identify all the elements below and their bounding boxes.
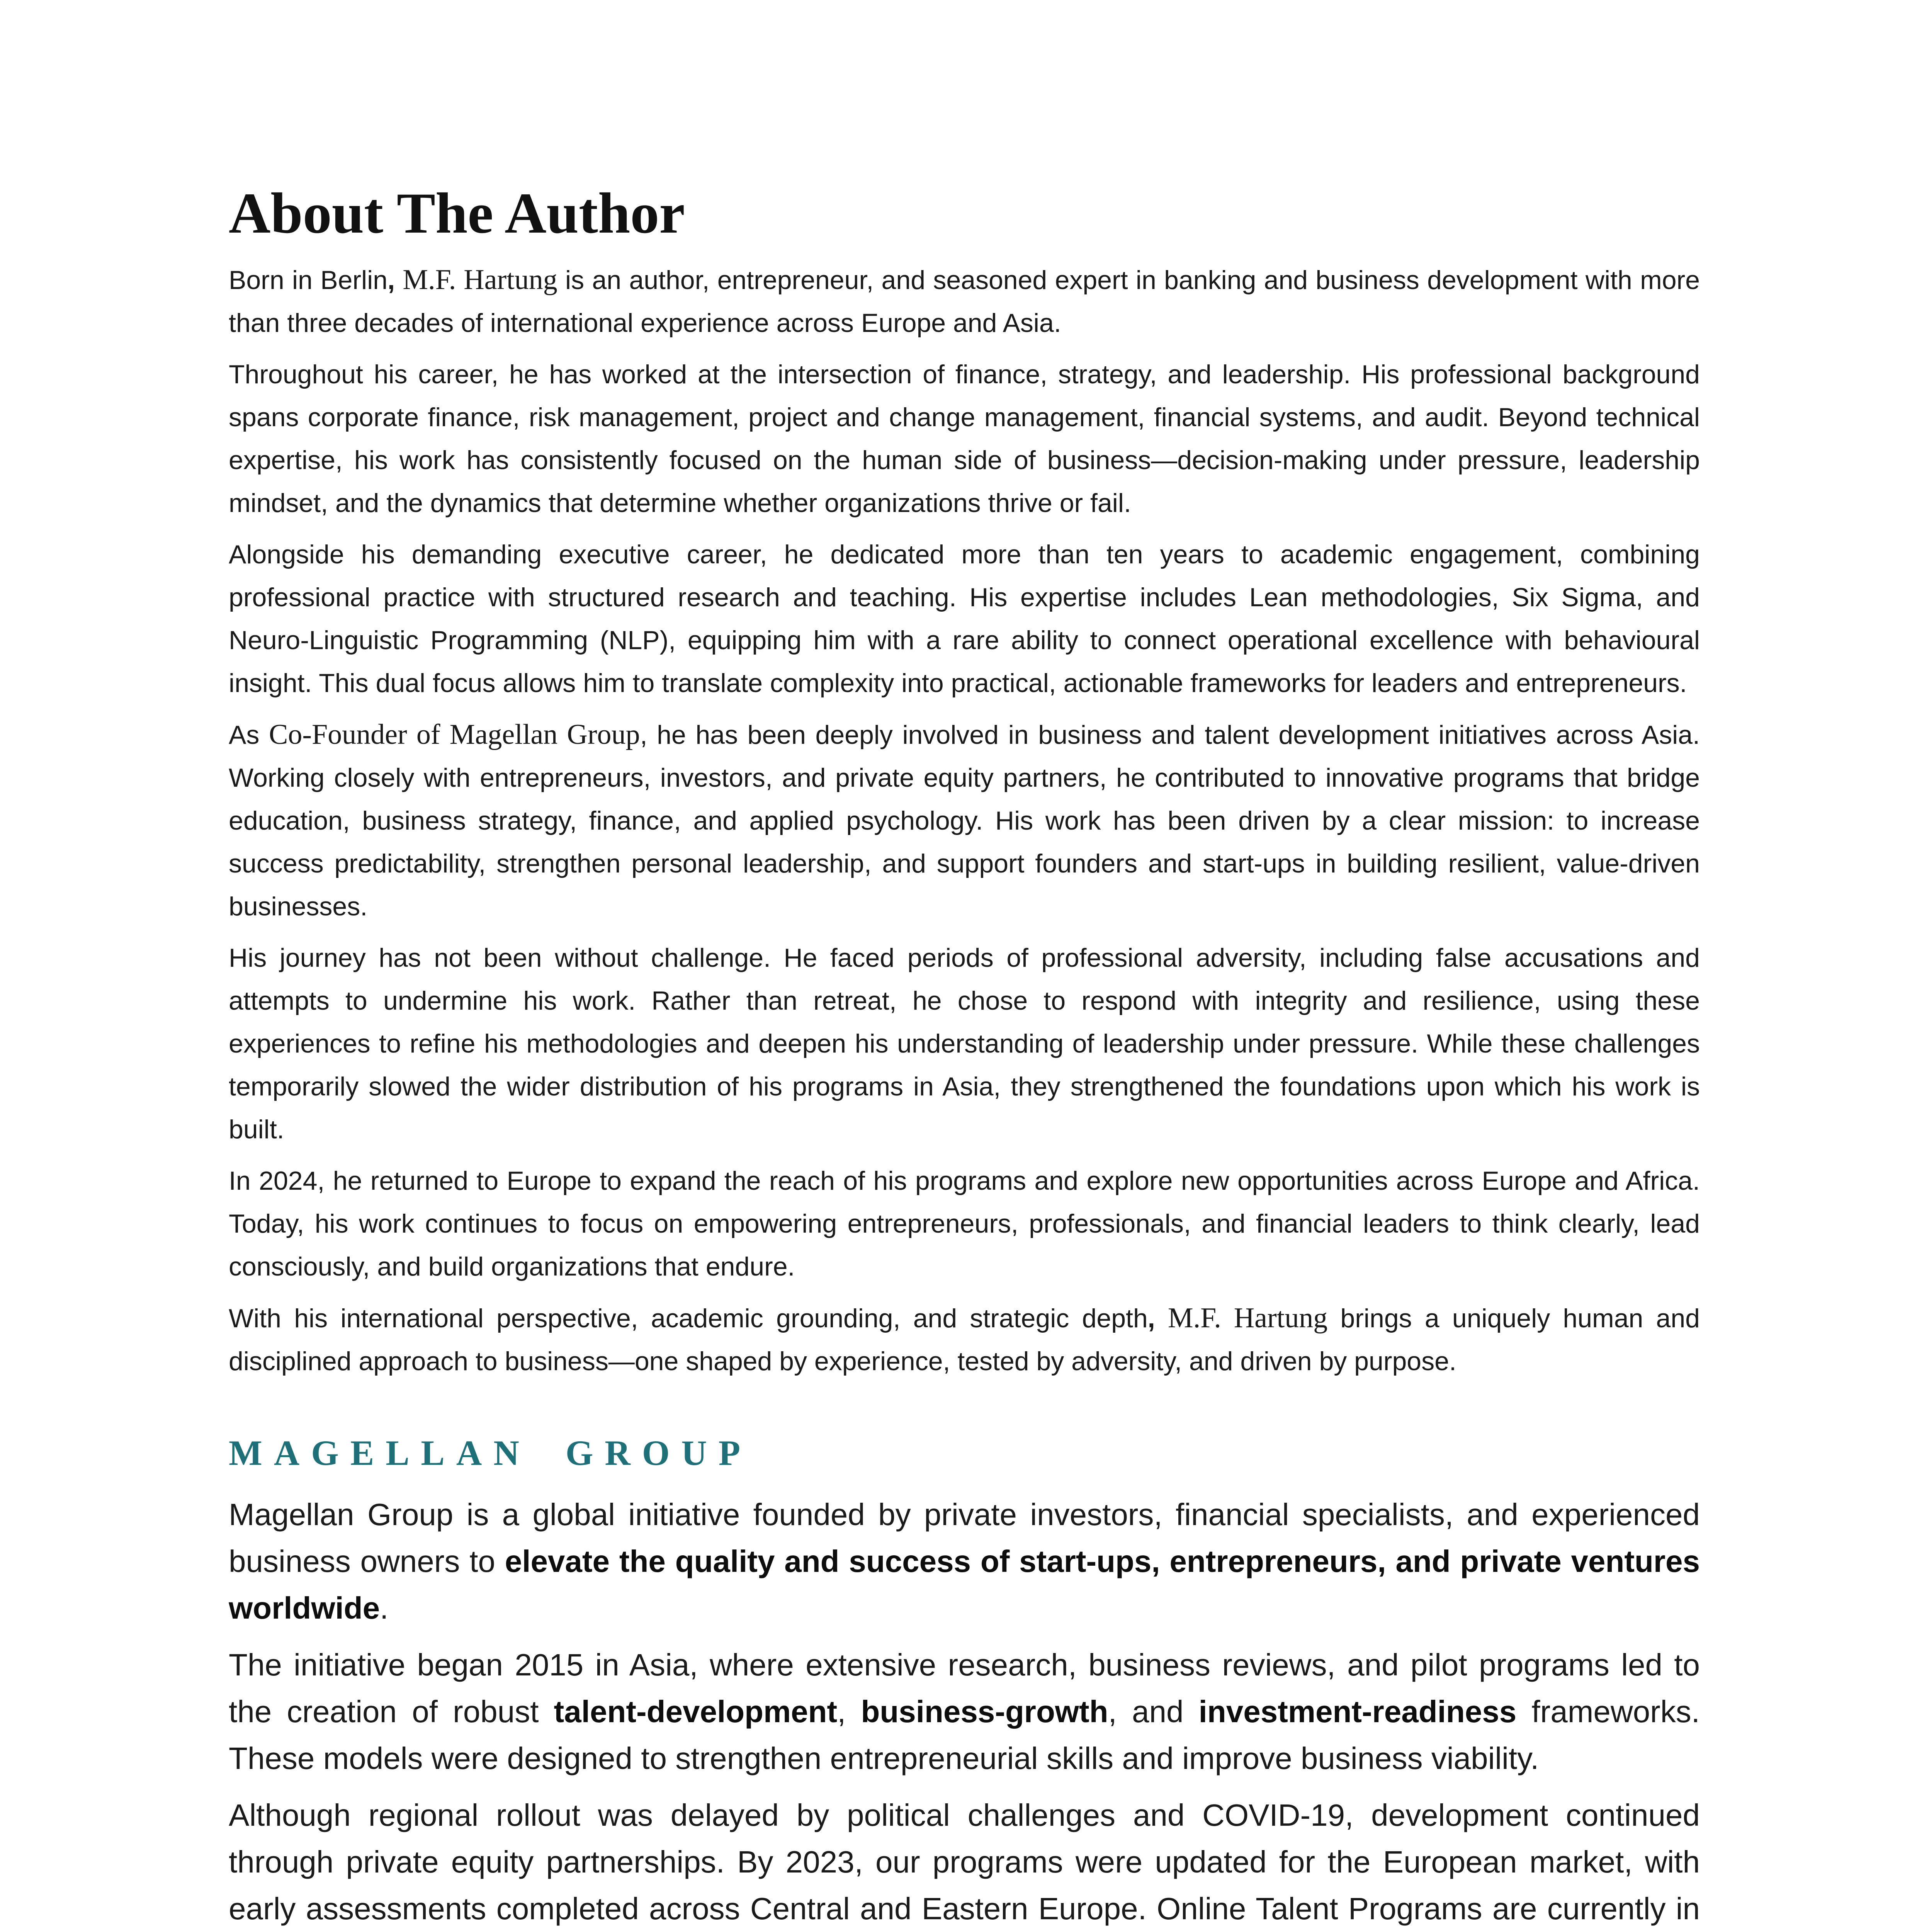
bio-paragraph-6: In 2024, he returned to Europe to expand the reach of his programs and explore new opportunities across Europe and Africa. Today, his work continues to focus on empowering entrepreneurs, professionals, and financial leaders to think clearly, lead consciously, and build organizations that endure. <box>229 1166 1700 1281</box>
document-page <box>229 182 1700 1932</box>
magellan-paragraph-3: Although regional rollout was delayed by political challenges and COVID-19, development continued through private equity partnerships. By 2023, our programs were updated for the European market, with early assessments completed across Central and Eastern Europe. Online Talent Programs are currently in <box>229 1798 1700 1926</box>
author-bio <box>229 259 1700 1383</box>
magellan-paragraph-1: Magellan Group is a global initiative founded by private investors, financial specialists, and experienced business owners to elevate the quality and success of start-ups, entrepreneurs, and private ventures worldwide. <box>229 1497 1700 1625</box>
author-name: M.F. Hartung <box>403 264 557 296</box>
bio-paragraph-3: Alongside his demanding executive career, he dedicated more than ten years to academic engagement, combining professional practice with structured research and teaching. His expertise includes Lean methodologies, Six Sigma, and Neuro-Linguistic Programming (NLP), equipping him with a rare ability to connect operational excellence with behavioural insight. This dual focus allows him to translate complexity into practical, actionable frameworks for leaders and entrepreneurs. <box>229 540 1700 698</box>
page-title: About The Author <box>229 181 685 245</box>
magellan-paragraph-2: The initiative began 2015 in Asia, where extensive research, business reviews, and pilot programs led to the creation of robust talent-development, business-growth, and investment-readiness frameworks. These models were designed to strengthen entrepreneurial skills and improve business viability. <box>229 1648 1700 1776</box>
bio-paragraph-1: Born in Berlin, M.F. Hartung is an author, entrepreneur, and seasoned expert in banking and business development with more than three decades of international experience across Europe and Asia. <box>229 264 1700 338</box>
bio-paragraph-2: Throughout his career, he has worked at the intersection of finance, strategy, and leadership. His professional background spans corporate finance, risk management, project and change management, financial systems, and audit. Beyond technical expertise, his work has consistently focused on the human side of business—decision-making under pressure, leadership mindset, and the dynamics that determine whether organizations thrive or fail. <box>229 360 1700 518</box>
magellan-description <box>229 1491 1700 1932</box>
bio-paragraph-4: As Co-Founder of Magellan Group, he has been deeply involved in business and talent development initiatives across Asia. Working closely with entrepreneurs, investors, and private equity partners, he contributed to innovative programs that bridge education, business strategy, finance, and applied psychology. His work has been driven by a clear mission: to increase success predictability, strengthen personal leadership, and support founders and start-ups in building resilient, value-driven businesses. <box>229 719 1700 921</box>
author-name: M.F. Hartung <box>1168 1302 1328 1334</box>
author-role: Co-Founder of Magellan Group <box>269 719 640 750</box>
bio-paragraph-7: With his international perspective, academic grounding, and strategic depth, M.F. Hartung brings a uniquely human and disciplined approach to business—one shaped by experience, tested by adversity, and driven by purpose. <box>229 1302 1700 1376</box>
bio-paragraph-5: His journey has not been without challenge. He faced periods of professional adversity, including false accusations and attempts to undermine his work. Rather than retreat, he chose to respond with integrity and resilience, using these experiences to refine his methodologies and deepen his understanding of leadership under pressure. While these challenges temporarily slowed the wider distribution of his programs in Asia, they strengthened the foundations upon which his work is built. <box>229 943 1700 1144</box>
section-heading-magellan-group: MAGELLAN GROUP <box>229 1433 752 1473</box>
